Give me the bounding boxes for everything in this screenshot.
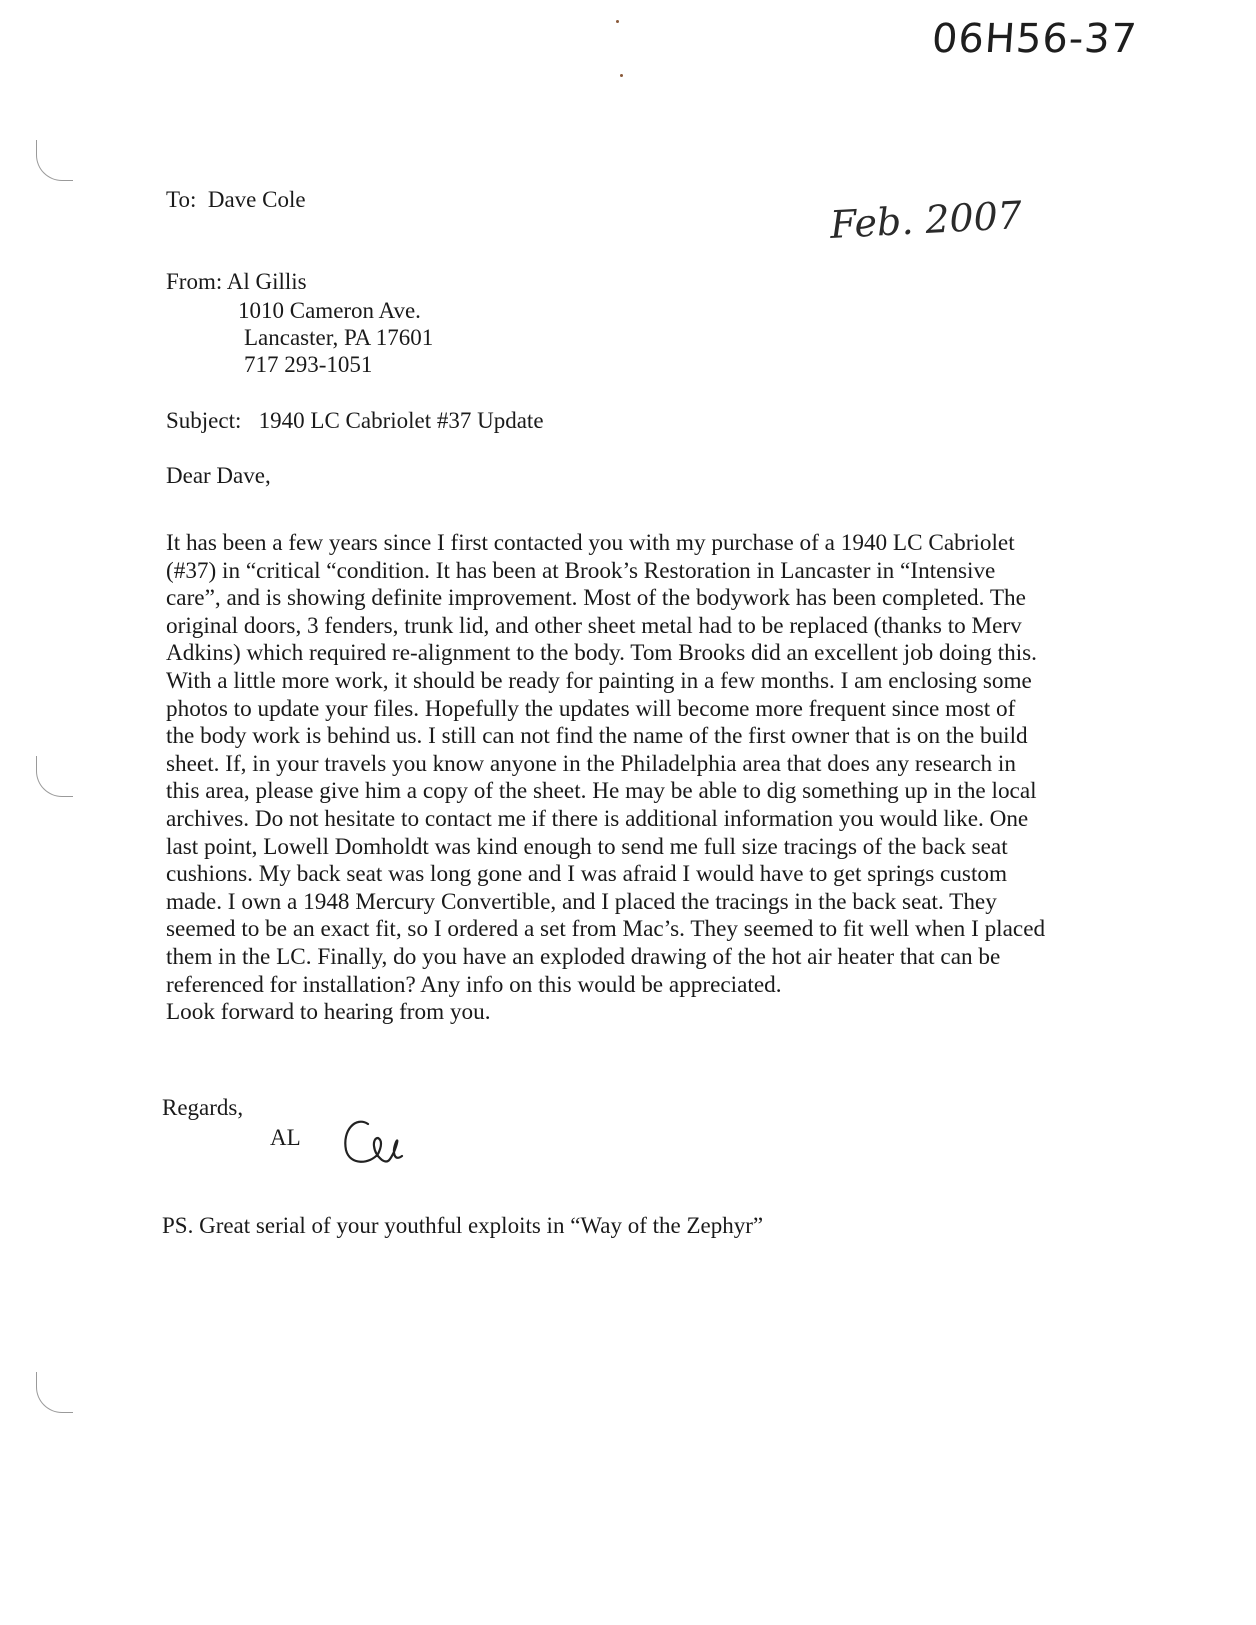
- sender-city: Lancaster, PA 17601: [244, 325, 434, 350]
- recipient-name: Dave Cole: [207, 187, 306, 212]
- to-line: [166, 186, 306, 214]
- body-paragraph: It has been a few years since I first contacted you with my purchase of a 1940 LC Cabriolet (#37) in “critical “condition. It has been at Brook’s Restoration in Lancaster in “Intensive care”, and is showing definite improvement. Most of the bodywork has been completed. The original doors, 3 fenders, trunk lid, and other sheet metal had to be replaced (thanks to Merv Adkins) which required re-alignment to the body. Tom Brooks did an excellent job doing this. With a little more work, it should be ready for painting in a few months. I am enclosing some photos to update your files. Hopefully the updates will become more frequent since most of the body work is behind us. I still can not find the name of the first owner that is on the build sheet. If, in your travels you know anyone in the Philadelphia area that does any research in this area, please give him a copy of the sheet. He may be able to dig something up in the local archives. Do not hesitate to contact me if there is additional information you would like. One last point, Lowell Domholdt was kind enough to send me full size tracings of the back seat cushions. My back seat was long gone and I was afraid I would have to get springs custom made. I own a 1948 Mercury Convertible, and I placed the tracings in the back seat. They seemed to be an exact fit, so I ordered a set from Mac’s. They seemed to fit well when I placed them in the LC. Finally, do you have an exploded drawing of the hot air heater that can be referenced for installation? Any info on this would be appreciated.: [166, 530, 1046, 998]
- to-label: To:: [166, 187, 197, 212]
- sender-street: 1010 Cameron Ave.: [238, 298, 421, 323]
- signer-name: AL: [270, 1125, 301, 1150]
- salutation: Dear Dave,: [166, 463, 271, 488]
- letter-body: [166, 530, 1046, 1027]
- date-handwritten: Feb. 2007: [828, 193, 1023, 247]
- scan-speck: [616, 20, 619, 23]
- subject-label: Subject:: [166, 408, 242, 433]
- punch-hole-middle: [36, 756, 73, 797]
- handwritten-signature: [338, 1112, 408, 1170]
- subject-text: 1940 LC Cabriolet #37 Update: [258, 408, 544, 433]
- punch-hole-top: [36, 140, 73, 181]
- from-line: [166, 268, 307, 296]
- document-id-handwritten: 06H56-37: [930, 16, 1139, 62]
- sender-name: Al Gillis: [226, 269, 307, 294]
- postscript: PS. Great serial of your youthful exploits in “Way of the Zephyr”: [162, 1213, 764, 1238]
- punch-hole-bottom: [36, 1372, 73, 1413]
- sender-phone: 717 293-1051: [244, 352, 373, 377]
- closing-line: Look forward to hearing from you.: [166, 999, 491, 1026]
- scan-speck: [620, 74, 623, 77]
- regards: Regards,: [162, 1095, 244, 1120]
- subject-line: [166, 407, 544, 435]
- from-label: From:: [166, 269, 223, 294]
